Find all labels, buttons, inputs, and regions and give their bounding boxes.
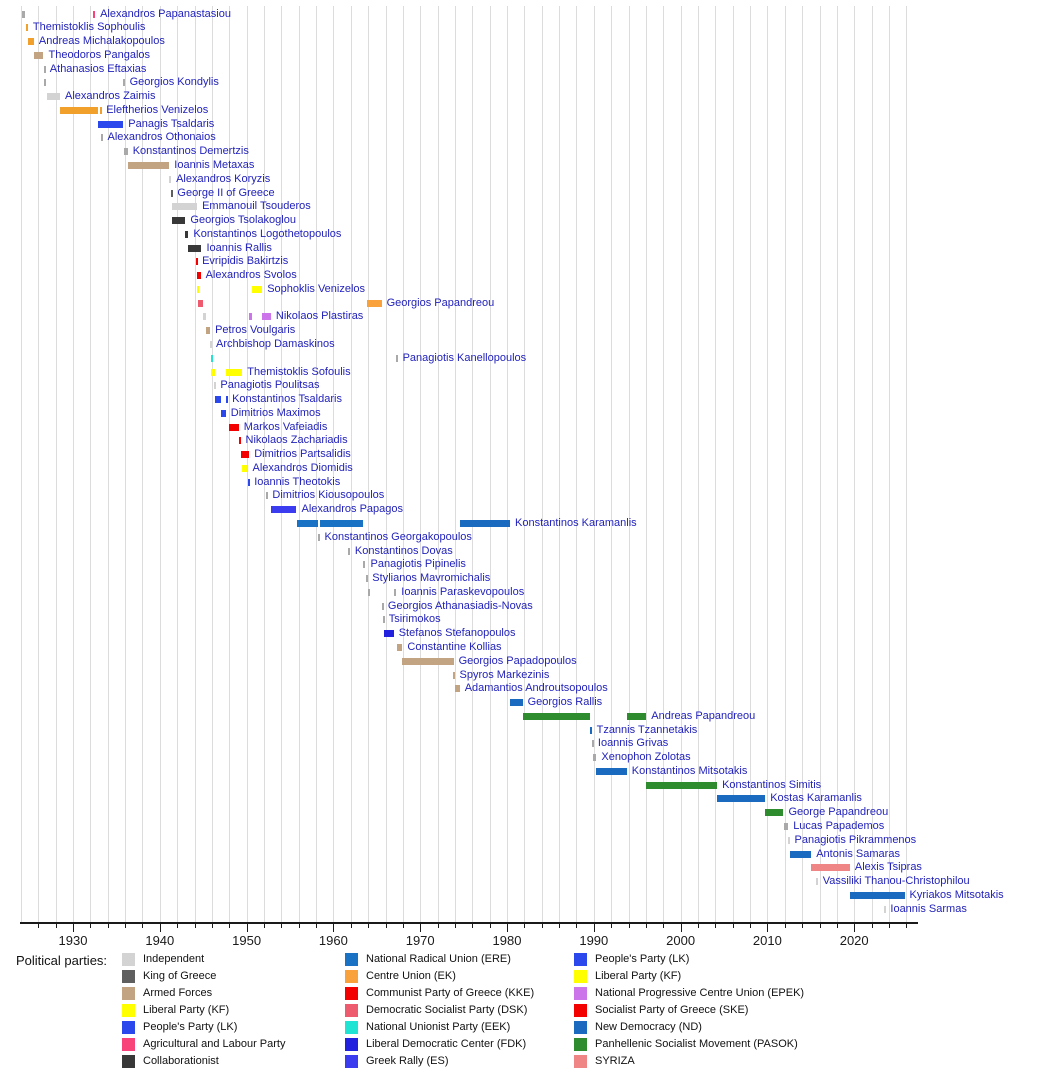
legend-label: Communist Party of Greece (KKE) (366, 987, 535, 999)
timeline-gridline (629, 6, 630, 922)
person-label[interactable]: Alexandros Papagos (301, 503, 404, 516)
person-label[interactable]: Spyros Markezinis (459, 668, 550, 681)
axis-tick-label: 2000 (666, 933, 696, 948)
term-bar (382, 603, 384, 610)
legend-swatch (122, 970, 135, 983)
term-bar (790, 851, 812, 858)
person-label[interactable]: Konstantinos Karamanlis (515, 517, 637, 529)
term-bar (784, 823, 789, 830)
legend-label: National Unionist Party (EEK) (366, 1021, 511, 1033)
legend-label: Armed Forces (143, 987, 213, 999)
timeline-gridline (889, 6, 890, 922)
term-bar (206, 327, 210, 334)
axis-major-tick (594, 924, 595, 932)
person-label[interactable]: Nikolaos Zachariadis (245, 434, 348, 447)
person-label[interactable]: Ioannis Paraskevopoulos (401, 585, 525, 598)
timeline-gridline (854, 6, 855, 922)
axis-major-tick (160, 924, 161, 932)
legend-title: Political parties: (16, 953, 108, 968)
term-bar (297, 520, 318, 527)
person-label[interactable]: Kyriakos Mitsotakis (909, 888, 1004, 901)
person-label[interactable]: Stefanos Stefanopoulos (398, 627, 516, 640)
axis-minor-tick (56, 924, 57, 928)
timeline-gridline (490, 6, 491, 922)
axis-tick-label: 1980 (492, 933, 522, 948)
person-label[interactable]: Xenophon Zolotas (601, 751, 691, 764)
term-bar (596, 768, 626, 775)
person-label[interactable]: Georgios Tsolakoglou (190, 214, 296, 226)
term-bar (455, 685, 460, 692)
term-bar (211, 369, 215, 376)
term-bar (241, 451, 249, 458)
axis-line (20, 922, 918, 924)
timeline-gridline (837, 6, 838, 922)
legend-swatch (345, 970, 358, 983)
axis-minor-tick (403, 924, 404, 928)
timeline-gridline (438, 6, 439, 922)
term-bar (172, 217, 186, 224)
axis-minor-tick (715, 924, 716, 928)
legend-swatch (574, 1004, 587, 1017)
person-label[interactable]: Panagiotis Pikrammenos (794, 833, 917, 846)
legend-swatch (122, 1021, 135, 1034)
term-bar (523, 713, 590, 720)
term-bar (368, 589, 370, 596)
term-bar (396, 355, 398, 362)
person-label[interactable]: Panagis Tsaldaris (128, 117, 215, 130)
legend-swatch (345, 1004, 358, 1017)
axis-minor-tick (108, 924, 109, 928)
timeline-gridline (56, 6, 57, 922)
term-bar (196, 258, 198, 265)
person-label[interactable]: Konstantinos Demertzis (132, 145, 249, 158)
axis-minor-tick (733, 924, 734, 928)
term-bar (271, 506, 296, 513)
term-bar (188, 245, 201, 252)
timeline-gridline (455, 6, 456, 922)
axis-minor-tick (837, 924, 838, 928)
person-label[interactable]: Nikolaos Plastiras (275, 310, 364, 323)
timeline-gridline (21, 6, 22, 922)
legend-label: National Progressive Centre Union (EPEK) (595, 987, 805, 999)
timeline-gridline (594, 6, 595, 922)
timeline-gridline (559, 6, 560, 922)
term-bar (320, 520, 364, 527)
person-label[interactable]: Kostas Karamanlis (770, 792, 862, 805)
person-label[interactable]: Panagiotis Pipinelis (370, 558, 466, 571)
legend-label: Socialist Party of Greece (SKE) (595, 1004, 749, 1016)
person-label[interactable]: Alexandros Diomidis (252, 461, 353, 474)
axis-minor-tick (906, 924, 907, 928)
term-bar (100, 107, 102, 114)
timeline-gridline (872, 6, 873, 922)
person-label[interactable]: Georgios Rallis (527, 696, 603, 708)
legend-swatch (122, 953, 135, 966)
person-label[interactable]: Ioannis Metaxas (174, 159, 255, 171)
timeline-gridline (472, 6, 473, 922)
legend-swatch (574, 970, 587, 983)
person-label[interactable]: Constantine Kollias (407, 640, 502, 653)
term-bar (592, 740, 594, 747)
axis-minor-tick (576, 924, 577, 928)
person-label[interactable]: Ioannis Rallis (206, 241, 272, 254)
axis-minor-tick (663, 924, 664, 928)
axis-major-tick (507, 924, 508, 932)
legend-swatch (122, 987, 135, 1000)
timeline-gridline (386, 6, 387, 922)
axis-minor-tick (316, 924, 317, 928)
legend-label: Liberal Party (KF) (143, 1004, 230, 1016)
term-bar (510, 699, 523, 706)
person-label[interactable]: Stylianos Mavromichalis (372, 572, 491, 585)
term-bar (811, 864, 850, 871)
term-bar (646, 782, 717, 789)
person-label[interactable]: Georgios Papadopoulos (458, 654, 577, 667)
person-label[interactable]: Evripidis Bakirtzis (202, 255, 289, 268)
legend-label: Collaborationist (143, 1055, 219, 1067)
legend-label: Panhellenic Socialist Movement (PASOK) (595, 1038, 798, 1050)
axis-minor-tick (229, 924, 230, 928)
legend-swatch (122, 1038, 135, 1051)
person-label[interactable]: Dimitrios Partsalidis (254, 448, 351, 461)
legend-swatch (345, 987, 358, 1000)
term-bar (383, 616, 385, 623)
axis-minor-tick (820, 924, 821, 928)
legend-swatch (574, 1021, 587, 1034)
term-bar (318, 534, 320, 541)
term-bar (453, 672, 455, 679)
person-label[interactable]: Georgios Kondylis (129, 76, 219, 89)
legend-label: SYRIZA (595, 1055, 635, 1067)
term-bar (171, 190, 173, 197)
term-bar (593, 754, 597, 761)
axis-major-tick (333, 924, 334, 932)
legend-label: Centre Union (EK) (366, 970, 456, 982)
term-bar (226, 396, 228, 403)
axis-major-tick (681, 924, 682, 932)
person-label[interactable]: Alexandros Svolos (205, 269, 297, 282)
legend-swatch (345, 1021, 358, 1034)
axis-minor-tick (750, 924, 751, 928)
term-bar (363, 561, 365, 568)
term-bar (60, 107, 98, 114)
axis-minor-tick (368, 924, 369, 928)
legend-swatch (574, 1038, 587, 1051)
term-bar (229, 424, 239, 431)
axis-minor-tick (212, 924, 213, 928)
person-label[interactable]: Konstantinos Georgakopoulos (324, 530, 472, 543)
axis-minor-tick (351, 924, 352, 928)
person-label[interactable]: Markos Vafeiadis (243, 420, 328, 433)
person-label[interactable]: George Papandreou (788, 806, 889, 819)
axis-minor-tick (438, 924, 439, 928)
axis-minor-tick (142, 924, 143, 928)
axis-tick-label: 1930 (58, 933, 88, 948)
person-label[interactable]: Konstantinos Dovas (354, 544, 453, 557)
term-bar (47, 93, 61, 100)
person-label[interactable]: Panagiotis Poulitsas (220, 379, 320, 392)
axis-tick-label: 2010 (752, 933, 782, 948)
term-bar (717, 795, 765, 802)
axis-minor-tick (542, 924, 543, 928)
person-label[interactable]: Athanasios Eftaxias (49, 62, 147, 75)
person-label[interactable]: Emmanouil Tsouderos (202, 200, 311, 213)
term-bar (884, 906, 886, 913)
legend-label: New Democracy (ND) (595, 1021, 702, 1033)
axis-tick-label: 1970 (405, 933, 435, 948)
term-bar (402, 658, 453, 665)
term-bar (93, 11, 95, 18)
person-label[interactable]: Dimitrios Kiousopoulos (272, 489, 385, 502)
term-bar (198, 300, 203, 307)
axis-major-tick (73, 924, 74, 932)
term-bar (262, 313, 271, 320)
axis-minor-tick (490, 924, 491, 928)
timeline-gridline (73, 6, 74, 922)
term-bar (98, 121, 124, 128)
legend-label: King of Greece (143, 970, 217, 982)
axis-tick-label: 1950 (232, 933, 262, 948)
term-bar (128, 162, 170, 169)
term-bar (249, 313, 252, 320)
term-bar (239, 437, 241, 444)
term-bar (28, 38, 34, 45)
term-bar (214, 382, 216, 389)
person-label[interactable]: Andreas Papandreou (651, 709, 756, 722)
legend-swatch (345, 953, 358, 966)
term-bar (34, 52, 44, 59)
term-bar (123, 79, 125, 86)
timeline-gridline (420, 6, 421, 922)
term-bar (22, 11, 25, 18)
person-label[interactable]: Theodoros Pangalos (48, 48, 151, 61)
person-label[interactable]: Antonis Samaras (816, 847, 900, 860)
person-label[interactable]: Lucas Papademos (793, 819, 885, 832)
axis-minor-tick (264, 924, 265, 928)
person-label[interactable]: Sophoklis Venizelos (267, 282, 366, 295)
axis-minor-tick (472, 924, 473, 928)
axis-tick-label: 2020 (839, 933, 869, 948)
axis-minor-tick (785, 924, 786, 928)
term-bar (197, 272, 201, 279)
term-bar (460, 520, 510, 527)
term-bar (226, 369, 242, 376)
legend-label: People's Party (LK) (143, 1021, 238, 1033)
term-bar (215, 396, 221, 403)
axis-minor-tick (646, 924, 647, 928)
axis-major-tick (420, 924, 421, 932)
term-bar (211, 355, 213, 362)
term-bar (242, 465, 247, 472)
timeline-gridline (368, 6, 369, 922)
term-bar (221, 410, 226, 417)
legend-swatch (345, 1055, 358, 1068)
timeline-gridline (403, 6, 404, 922)
axis-major-tick (854, 924, 855, 932)
term-bar (44, 79, 47, 86)
legend-swatch (122, 1055, 135, 1068)
axis-minor-tick (38, 924, 39, 928)
person-label[interactable]: Konstantinos Tsaldaris (232, 393, 342, 406)
person-label[interactable]: Petros Voulgaris (215, 324, 296, 337)
term-bar (172, 203, 198, 210)
term-bar (816, 878, 818, 885)
person-label[interactable]: Alexis Tsipras (854, 861, 922, 874)
person-label[interactable]: Konstantinos Simitis (722, 778, 822, 791)
person-label[interactable]: Alexandros Othonaios (107, 131, 216, 144)
axis-minor-tick (524, 924, 525, 928)
axis-major-tick (767, 924, 768, 932)
term-bar (394, 589, 397, 596)
term-bar (101, 134, 103, 141)
person-label[interactable]: Archbishop Damaskinos (216, 338, 335, 350)
axis-major-tick (247, 924, 248, 932)
person-label[interactable]: Andreas Michalakopoulos (38, 35, 165, 47)
legend-label: Liberal Party (KF) (595, 970, 682, 982)
term-bar (26, 24, 28, 31)
term-bar (788, 837, 790, 844)
legend-swatch (122, 1004, 135, 1017)
person-label[interactable]: Alexandros Papanastasiou (100, 7, 231, 20)
term-bar (44, 66, 46, 73)
legend-label: Liberal Democratic Center (FDK) (366, 1038, 527, 1050)
person-label[interactable]: Themistoklis Sofoulis (247, 365, 351, 378)
term-bar (210, 341, 212, 348)
person-label[interactable]: Alexandros Zaimis (65, 90, 156, 103)
person-label[interactable]: Tzannis Tzannetakis (596, 723, 698, 736)
person-label[interactable]: Ioannis Sarmas (890, 902, 967, 915)
term-bar (203, 313, 206, 320)
term-bar (590, 727, 592, 734)
legend-label: National Radical Union (ERE) (366, 953, 511, 965)
axis-tick-label: 1940 (145, 933, 175, 948)
axis-minor-tick (889, 924, 890, 928)
axis-minor-tick (386, 924, 387, 928)
timeline-gridline (507, 6, 508, 922)
term-bar (348, 548, 350, 555)
person-label[interactable]: Konstantinos Logothetopoulos (193, 227, 342, 240)
axis-minor-tick (90, 924, 91, 928)
legend-label: Democratic Socialist Party (DSK) (366, 1004, 528, 1016)
person-label[interactable]: Adamantios Androutsopoulos (464, 682, 608, 695)
axis-tick-label: 1990 (579, 933, 609, 948)
term-bar (169, 176, 171, 183)
term-bar (266, 492, 268, 499)
term-bar (252, 286, 262, 293)
axis-minor-tick (872, 924, 873, 928)
axis-minor-tick (698, 924, 699, 928)
timeline-gridline (229, 6, 230, 922)
term-bar (397, 644, 403, 651)
axis-minor-tick (455, 924, 456, 928)
person-label[interactable]: Tsirimokos (388, 613, 441, 626)
axis-tick-label: 1960 (318, 933, 348, 948)
timeline-gridline (611, 6, 612, 922)
axis-minor-tick (177, 924, 178, 928)
person-label[interactable]: Eleftherios Venizelos (106, 103, 209, 116)
legend-label: Greek Rally (ES) (366, 1055, 449, 1067)
axis-minor-tick (281, 924, 282, 928)
person-label[interactable]: Konstantinos Mitsotakis (631, 764, 748, 777)
timeline-gridline (576, 6, 577, 922)
timeline-gridline (906, 6, 907, 922)
term-bar (627, 713, 647, 720)
timeline-gridline (524, 6, 525, 922)
person-label[interactable]: George II of Greece (177, 186, 275, 199)
term-bar (248, 479, 250, 486)
person-label[interactable]: Panagiotis Kanellopoulos (402, 351, 527, 364)
axis-minor-tick (629, 924, 630, 928)
timeline-gridline (38, 6, 39, 922)
legend-swatch (574, 953, 587, 966)
person-label[interactable]: Georgios Papandreou (386, 296, 495, 309)
term-bar (367, 300, 382, 307)
person-label[interactable]: Alexandros Koryzis (176, 172, 271, 185)
person-label[interactable]: Vassiliki Thanou-Christophilou (822, 875, 970, 887)
term-bar (185, 231, 188, 238)
axis-minor-tick (559, 924, 560, 928)
legend-label: Agricultural and Labour Party (143, 1038, 286, 1050)
legend-swatch (574, 987, 587, 1000)
legend-label: People's Party (LK) (595, 953, 690, 965)
person-label[interactable]: Ioannis Theotokis (254, 475, 341, 488)
term-bar (366, 575, 368, 582)
legend-swatch (345, 1038, 358, 1051)
term-bar (765, 809, 783, 816)
axis-minor-tick (802, 924, 803, 928)
axis-minor-tick (299, 924, 300, 928)
axis-minor-tick (195, 924, 196, 928)
axis-minor-tick (125, 924, 126, 928)
person-label[interactable]: Georgios Athanasiadis-Novas (387, 599, 533, 612)
person-label[interactable]: Dimitrios Maximos (230, 406, 321, 419)
timeline-gridline (90, 6, 91, 922)
axis-minor-tick (611, 924, 612, 928)
term-bar (124, 148, 128, 155)
timeline-gridline (542, 6, 543, 922)
term-bar (197, 286, 199, 293)
person-label[interactable]: Ioannis Grivas (597, 737, 669, 750)
term-bar (850, 892, 905, 899)
legend-swatch (574, 1055, 587, 1068)
term-bar (384, 630, 394, 637)
person-label[interactable]: Themistoklis Sophoulis (32, 21, 146, 34)
legend-label: Independent (143, 953, 205, 965)
